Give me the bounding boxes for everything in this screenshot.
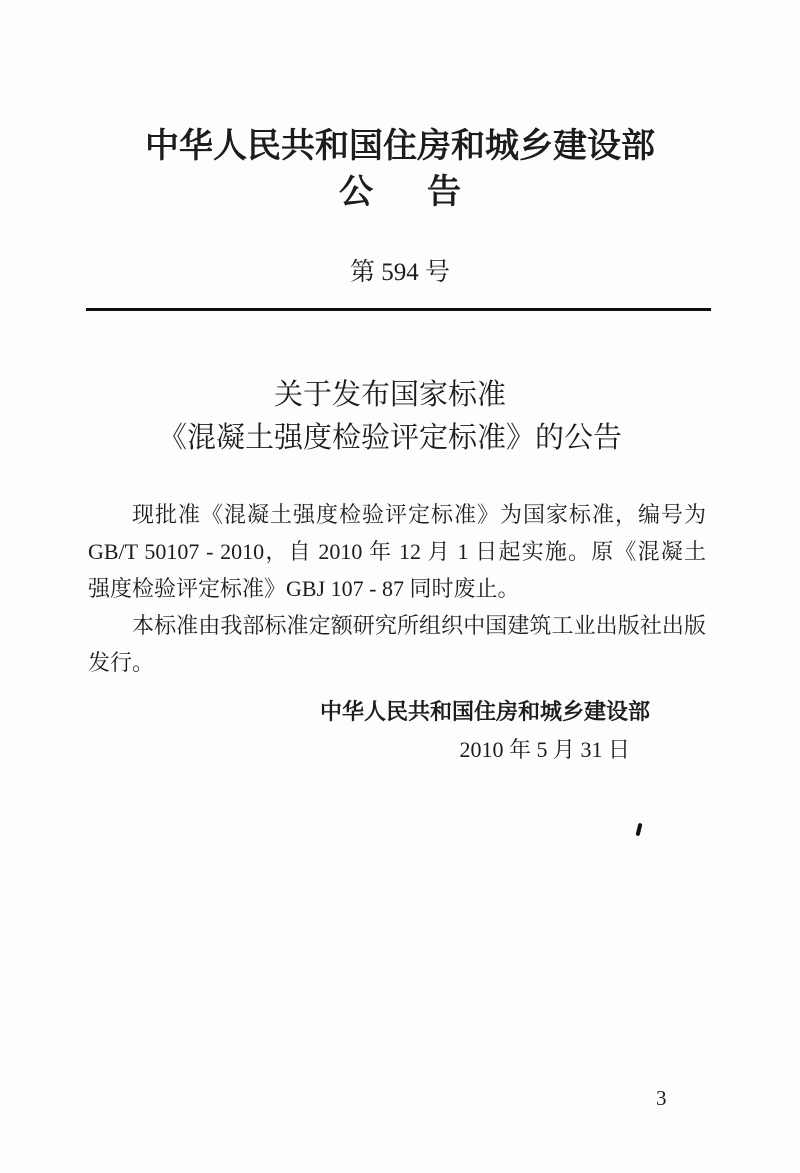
announcement-word: 公 告	[339, 174, 471, 211]
body-paragraph-2	[88, 607, 706, 681]
body-text	[88, 496, 706, 681]
stray-ink-mark	[635, 823, 642, 837]
subtitle-line-2: 《混凝土强度检验评定标准》的公告	[157, 422, 622, 454]
text-line: GB/T 50107 - 2010，自 2010 年 12 月 1 日起实施。原《混凝土	[88, 539, 706, 564]
text-line: 强度检验评定标准》GBJ 107 - 87 同时废止。	[88, 576, 520, 601]
ministry-title: 中华人民共和国住房和城乡建设部	[145, 128, 655, 165]
text-line: 发行。	[88, 650, 155, 675]
text-line: 本标准由我部标准定额研究所组织中国建筑工业出版社出版	[132, 613, 706, 638]
text-line: 现批准《混凝土强度检验评定标准》为国家标准，编号为	[132, 502, 706, 527]
signature-issuer: 中华人民共和国住房和城乡建设部	[319, 699, 650, 724]
body-paragraph-1	[88, 496, 706, 607]
header-divider-rule	[86, 308, 711, 311]
page-number: 3	[656, 1086, 667, 1110]
subtitle-line-1: 关于发布国家标准	[273, 379, 506, 411]
signature-date: 2010 年 5 月 31 日	[459, 737, 630, 762]
announcement-subtitle	[0, 374, 780, 460]
announcement-number: 第 594 号	[349, 259, 450, 286]
